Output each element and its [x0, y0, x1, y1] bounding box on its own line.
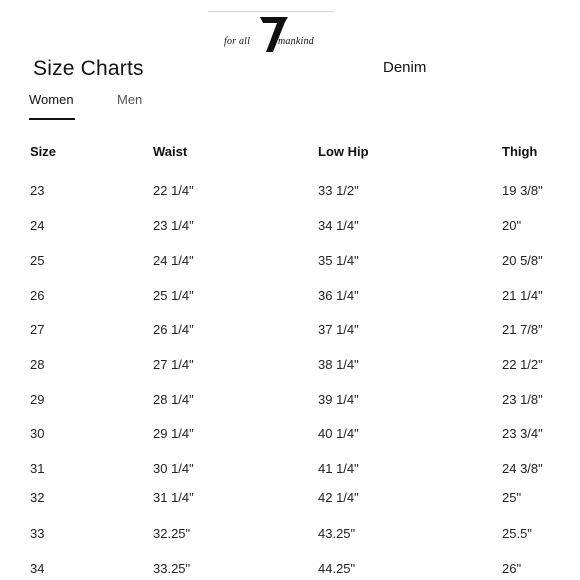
cell-size: 31 [30, 461, 45, 476]
cell-waist: 23 1/4" [153, 218, 194, 233]
cell-waist: 33.25" [153, 561, 191, 576]
active-tab-indicator [29, 118, 75, 120]
cell-low-hip: 43.25" [318, 526, 356, 541]
cell-low-hip: 33 1/2" [318, 183, 359, 198]
cell-waist: 27 1/4" [153, 357, 194, 372]
svg-text:for all: for all [224, 36, 251, 47]
cell-size: 34 [30, 561, 45, 576]
cell-waist: 32.25" [153, 526, 191, 541]
cell-thigh: 20 5/8" [502, 253, 543, 268]
cell-low-hip: 40 1/4" [318, 426, 359, 441]
svg-text:mankind: mankind [278, 36, 314, 47]
cell-size: 33 [30, 526, 45, 541]
cell-low-hip: 38 1/4" [318, 357, 359, 372]
cell-waist: 28 1/4" [153, 392, 194, 407]
tab-women[interactable]: Women [29, 92, 74, 107]
cell-waist: 22 1/4" [153, 183, 194, 198]
cell-low-hip: 37 1/4" [318, 322, 359, 337]
column-header-thigh: Thigh [502, 144, 538, 159]
cell-waist: 25 1/4" [153, 288, 194, 303]
page-title: Size Charts [33, 57, 144, 80]
cell-low-hip: 36 1/4" [318, 288, 359, 303]
cell-size: 26 [30, 288, 45, 303]
top-divider [208, 11, 334, 12]
cell-size: 24 [30, 218, 45, 233]
cell-thigh: 23 3/4" [502, 426, 543, 441]
cell-low-hip: 35 1/4" [318, 253, 359, 268]
cell-size: 29 [30, 392, 45, 407]
cell-waist: 30 1/4" [153, 461, 194, 476]
cell-size: 30 [30, 426, 45, 441]
column-header-size: Size [30, 144, 57, 159]
cell-thigh: 19 3/8" [502, 183, 543, 198]
brand-logo [222, 14, 326, 54]
cell-low-hip: 42 1/4" [318, 490, 359, 505]
cell-thigh: 25.5" [502, 526, 532, 541]
cell-thigh: 25" [502, 490, 522, 505]
category-label: Denim [383, 59, 427, 76]
column-header-waist: Waist [153, 144, 188, 159]
cell-thigh: 22 1/2" [502, 357, 543, 372]
cell-size: 32 [30, 490, 45, 505]
cell-low-hip: 39 1/4" [318, 392, 359, 407]
cell-thigh: 21 1/4" [502, 288, 543, 303]
cell-thigh: 23 1/8" [502, 392, 543, 407]
cell-thigh: 21 7/8" [502, 322, 543, 337]
cell-waist: 24 1/4" [153, 253, 194, 268]
cell-size: 25 [30, 253, 45, 268]
cell-low-hip: 41 1/4" [318, 461, 359, 476]
cell-low-hip: 44.25" [318, 561, 356, 576]
cell-thigh: 24 3/8" [502, 461, 543, 476]
cell-waist: 31 1/4" [153, 490, 194, 505]
cell-waist: 26 1/4" [153, 322, 194, 337]
tab-men[interactable]: Men [117, 92, 143, 107]
cell-thigh: 26" [502, 561, 522, 576]
cell-size: 28 [30, 357, 45, 372]
cell-size: 27 [30, 322, 45, 337]
cell-low-hip: 34 1/4" [318, 218, 359, 233]
cell-waist: 29 1/4" [153, 426, 194, 441]
cell-size: 23 [30, 183, 45, 198]
cell-thigh: 20" [502, 218, 522, 233]
column-header-low-hip: Low Hip [318, 144, 369, 159]
